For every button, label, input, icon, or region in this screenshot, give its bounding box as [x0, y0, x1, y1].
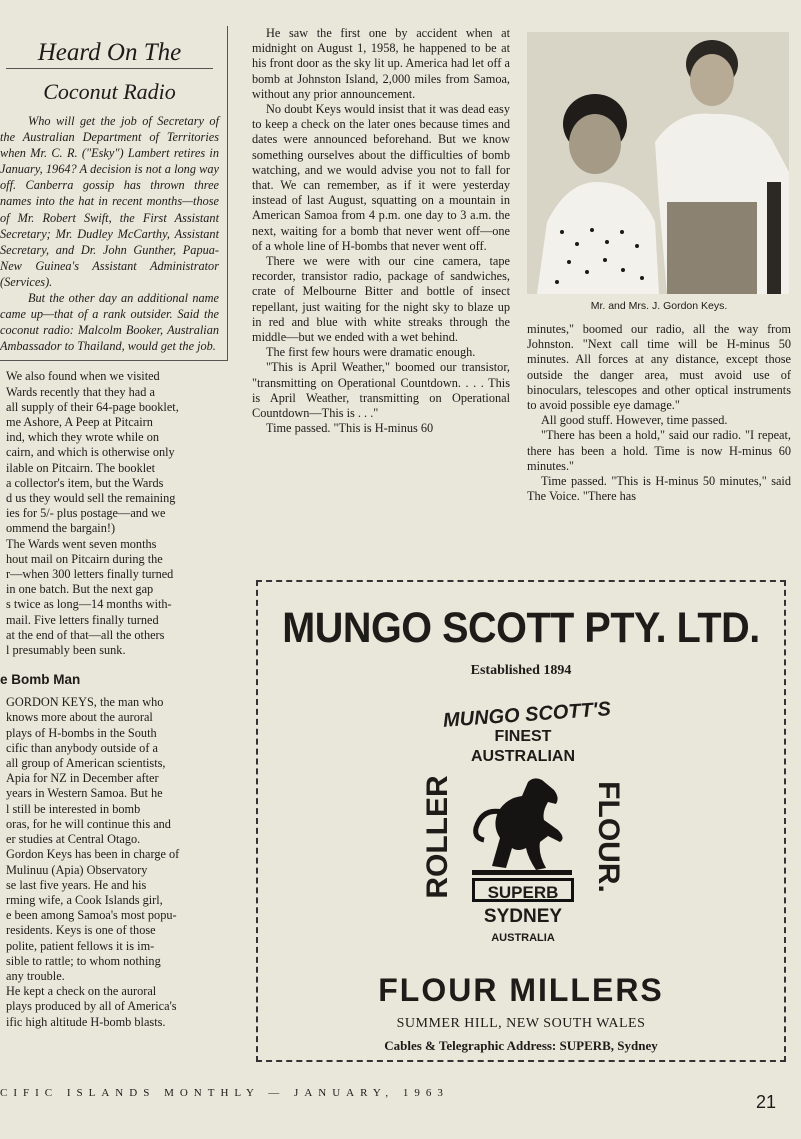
text-line: ific high altitude H-bomb blasts. — [6, 1014, 166, 1029]
article-paragraph: There we were with our cine camera, tape recorder, transistor radio, package of sandwiches, crate of Melbourne Bitter and bottle of insect repellant, just waiting for the night sky to blaze up in red and blue with white streaks through the middle—but we ended with a wet behind. — [252, 254, 510, 345]
page-footer: CIFIC ISLANDS MONTHLY — JANUARY, 1963 — [0, 1087, 449, 1099]
section-heading-bomb-man: e Bomb Man — [0, 672, 81, 688]
article-paragraph: He saw the first one by accident when at midnight on August 1, 1958, he happened to be at his front door as the sky lit up. America had let off a bomb at Johnston Island, 2,000 miles from Samoa, without any prior announcement. — [252, 26, 510, 101]
article-paragraph: "This is April Weather," boomed our transistor, "transmitting on Operational Countdown. . . . This is April Weather, transmitting on Operational Countdown—This is . . ." — [252, 360, 510, 421]
text-line: He kept a check on the auroral — [6, 984, 157, 999]
ad-address: SUMMER HILL, NEW SOUTH WALES — [396, 1016, 646, 1031]
text-line: GORDON KEYS, the man who — [6, 695, 164, 710]
couple-photo-image — [527, 32, 789, 294]
text-line: a collector's item, but the Wards — [6, 475, 164, 490]
text-line: at the end of that—all the others — [6, 627, 165, 642]
column-left — [0, 26, 232, 1030]
text-line: er studies at Central Otago. — [6, 832, 141, 847]
text-line: We also found when we visited — [6, 369, 160, 384]
ad-cables: Cables & Telegraphic Address: SUPERB, Sydney — [384, 1038, 658, 1053]
text-line: oras, for he will continue this and — [6, 816, 171, 831]
text-line: rming wife, a Cook Islands girl, — [6, 892, 163, 907]
text-line: Wards recently that they had a — [6, 384, 155, 399]
logo-country: AUSTRALIA — [491, 932, 555, 944]
text-line: sible to rattle; to whom nothing — [6, 953, 161, 968]
text-line: knows more about the auroral — [6, 710, 153, 725]
text-line: in one batch. But the next gap — [6, 582, 154, 597]
sidebar-paragraph: Who will get the job of Secretary of the Australian Department of Territories when Mr. C. R. ("Esky") Lambert retires in January, 1964? A decision is not a long way off. Canberra gossip has thrown three names into the hat in recent months—those of Mr. Robert Swift, the First Assistant Secretary; Mr. Dudley McCarthy, Assistant Secretary, and Dr. John Gunther, Papua-New Guinea's Assistant Administrator (Services). — [0, 114, 219, 289]
title-rule — [6, 68, 213, 69]
sidebar-paragraph: But the other day an additional name came up—that of a rank outsider. Said the coconut radio: Malcolm Booker, Australian Ambassador to Thailand, would get the job. — [0, 291, 219, 354]
sidebar-title: Heard On The — [37, 39, 182, 66]
text-line: polite, patient fellows it is im- — [6, 938, 155, 953]
text-line: s twice as long—14 months with- — [6, 597, 172, 612]
text-line: ind, which they wrote while on — [6, 430, 159, 445]
text-line: me Ashore, A Peep at Pitcairn — [6, 415, 153, 430]
text-line: ommend the bargain!) — [6, 521, 116, 536]
photo-caption: Mr. and Mrs. J. Gordon Keys. — [590, 300, 728, 312]
logo-finest: FINEST — [494, 728, 552, 745]
ad-company-name: MUNGO SCOTT PTY. LTD. — [282, 604, 760, 652]
article-paragraph: The first few hours were dramatic enough. — [266, 345, 476, 360]
ad-established: Established 1894 — [470, 663, 572, 678]
text-line: any trouble. — [6, 968, 65, 983]
text-line: l still be interested in bomb — [6, 801, 141, 816]
logo-superb-box: SUPERB — [472, 878, 574, 902]
logo-brand: MUNGO SCOTT'S — [442, 698, 612, 732]
logo-flour-label: FLOUR. — [592, 781, 625, 893]
flour-logo — [418, 700, 628, 944]
column-middle — [252, 26, 510, 436]
text-line: Apia for NZ in December after — [6, 771, 159, 786]
text-line: d us they would sell the remaining — [6, 491, 176, 506]
article-paragraph: All good stuff. However, time passed. — [541, 413, 728, 428]
text-line: plays produced by all of America's — [6, 999, 177, 1014]
rearing-horse-icon — [462, 768, 584, 878]
text-line: all supply of their 64-page booklet, — [6, 399, 179, 414]
mungo-scott-advertisement — [256, 580, 786, 1062]
text-line: mail. Five letters finally turned — [6, 612, 159, 627]
article-paragraph: minutes," boomed our radio, all the way from Johnston. "Next call time will be H-minus 50 minutes. All forces at any distance, except those outside the danger area, must avoid use of binoculars, telescopes and other optical instruments to avoid possible eye damage." — [527, 322, 791, 413]
column-right — [527, 26, 791, 504]
article-paragraph: No doubt Keys would insist that it was dead easy to keep a check on the later ones because times and dates were announced beforehand. But we know something ourselves about the difficulties of bomb watching, and we would advise you not to fall for that. We can remember, as if it were yesterday instead of last August, squatting on a mountain in American Samoa from 4 p.m. one day to 3 a.m. the next, waiting for a bomb that never went off—one of a whole line of H-bombs that never went off. — [252, 102, 510, 253]
logo-sydney: SYDNEY — [483, 906, 563, 927]
text-line: ilable on Pitcairn. The booklet — [6, 460, 156, 475]
text-line: The Wards went seven months — [6, 536, 157, 551]
text-line: years in Western Samoa. But he — [6, 786, 163, 801]
ad-flour-millers: FLOUR MILLERS — [378, 972, 664, 1008]
keys-photo — [527, 32, 789, 294]
text-line: cific than anybody outside of a — [6, 740, 158, 755]
text-line: hout mail on Pitcairn during the — [6, 551, 163, 566]
sidebar-subtitle: Coconut Radio — [43, 79, 176, 104]
sidebar-bottom-rule — [0, 360, 228, 361]
text-line: cairn, and which is otherwise only — [6, 445, 175, 460]
text-line: all group of American scientists, — [6, 756, 166, 771]
sidebar-box — [0, 26, 228, 360]
text-line: plays of H-bombs in the South — [6, 725, 157, 740]
col1-text — [0, 369, 232, 658]
logo-flour-text — [588, 772, 628, 902]
article-paragraph: "There has been a hold," said our radio. "I repeat, there has been a hold. Time is now H-minus 60 minutes." — [527, 428, 791, 473]
text-line: Mulinuu (Apia) Observatory — [6, 862, 148, 877]
col3-text — [527, 322, 791, 504]
logo-roller-label: ROLLER — [421, 775, 454, 899]
text-line: e been among Samoa's most popu- — [6, 908, 177, 923]
text-line: se last five years. He and his — [6, 877, 147, 892]
text-line: l presumably been sunk. — [6, 643, 126, 658]
text-line: r—when 300 letters finally turned — [6, 567, 174, 582]
page-number: 21 — [756, 1092, 777, 1112]
col1-bomb-text — [0, 695, 232, 1029]
logo-australian: AUSTRALIAN — [471, 748, 575, 765]
text-line: residents. Keys is one of those — [6, 923, 156, 938]
text-line: ies for 5/- plus postage—and we — [6, 506, 166, 521]
logo-roller-text — [418, 772, 458, 902]
article-paragraph: Time passed. "This is H-minus 50 minutes," said The Voice. "There has — [527, 474, 791, 504]
article-paragraph: Time passed. "This is H-minus 60 — [266, 421, 434, 436]
text-line: Gordon Keys has been in charge of — [6, 847, 180, 862]
